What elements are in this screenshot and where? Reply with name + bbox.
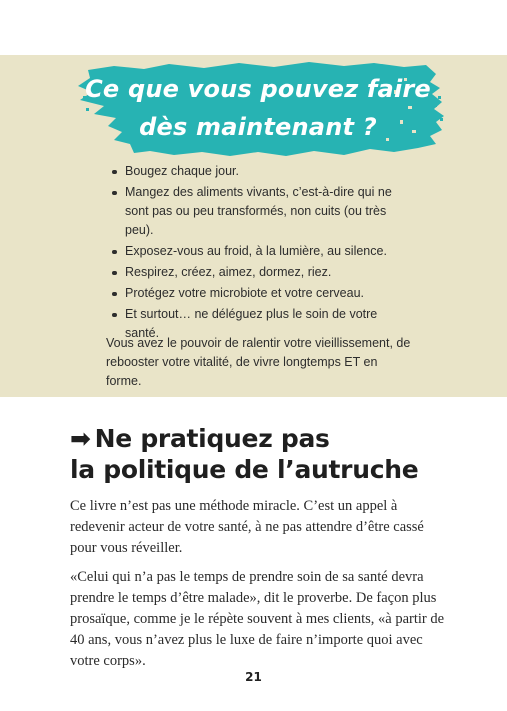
list-item — [106, 263, 412, 282]
box-title — [78, 70, 438, 146]
list-item-text: Respirez, créez, aimez, dormez, riez. — [125, 265, 332, 279]
list-item — [106, 284, 412, 303]
bullet-dot-icon — [112, 271, 117, 276]
list-item-text: Exposez-vous au froid, à la lumière, au silence. — [125, 244, 387, 258]
list-item — [106, 183, 412, 240]
tips-list — [106, 162, 412, 345]
list-item — [106, 162, 412, 181]
box-title-line1: Ce que vous pouvez faire — [85, 75, 431, 103]
bullet-dot-icon — [112, 313, 117, 318]
bullet-dot-icon — [112, 170, 117, 175]
section-heading-line2: la politique de l’autruche — [70, 455, 419, 484]
bullet-dot-icon — [112, 292, 117, 297]
page-number: 21 — [245, 670, 262, 684]
list-item-text: Mangez des aliments vivants, c’est-à-dire qui ne sont pas ou peu transformés, non cuits (ou très peu). — [125, 185, 392, 237]
list-item — [106, 242, 412, 261]
body-paragraph-1: Ce livre n’est pas une méthode miracle. C’est un appel à redevenir acteur de votre santé, à ne pas attendre d’être cassé pour vous réveiller. — [70, 498, 424, 556]
arrow-right-icon: ➡ — [70, 424, 91, 453]
list-item-text: Protégez votre microbiote et votre cerveau. — [125, 286, 365, 300]
section-heading-line1: Ne pratiquez pas — [94, 424, 330, 453]
list-item-text: Et surtout… ne déléguez plus le soin de votre santé. — [125, 307, 378, 340]
section-heading — [70, 423, 450, 485]
bullet-dot-icon — [112, 191, 117, 196]
body-paragraph-2: «Celui qui n’a pas le temps de prendre soin de sa santé devra prendre le temps d’être malade», dit le proverbe. De façon plus prosaïque, comme je le répète souvent à mes clients, «à partir de 40 ans, vous n’avez plus le luxe de faire n’importe quoi avec votre corps». — [70, 569, 445, 669]
box-title-line2: dès maintenant ? — [139, 113, 377, 141]
bullet-dot-icon — [112, 250, 117, 255]
box-closing-text: Vous avez le pouvoir de ralentir votre vieillissement, de rebooster votre vitalité, de vivre longtemps ET en forme. — [106, 336, 411, 388]
list-item-text: Bougez chaque jour. — [125, 164, 239, 178]
